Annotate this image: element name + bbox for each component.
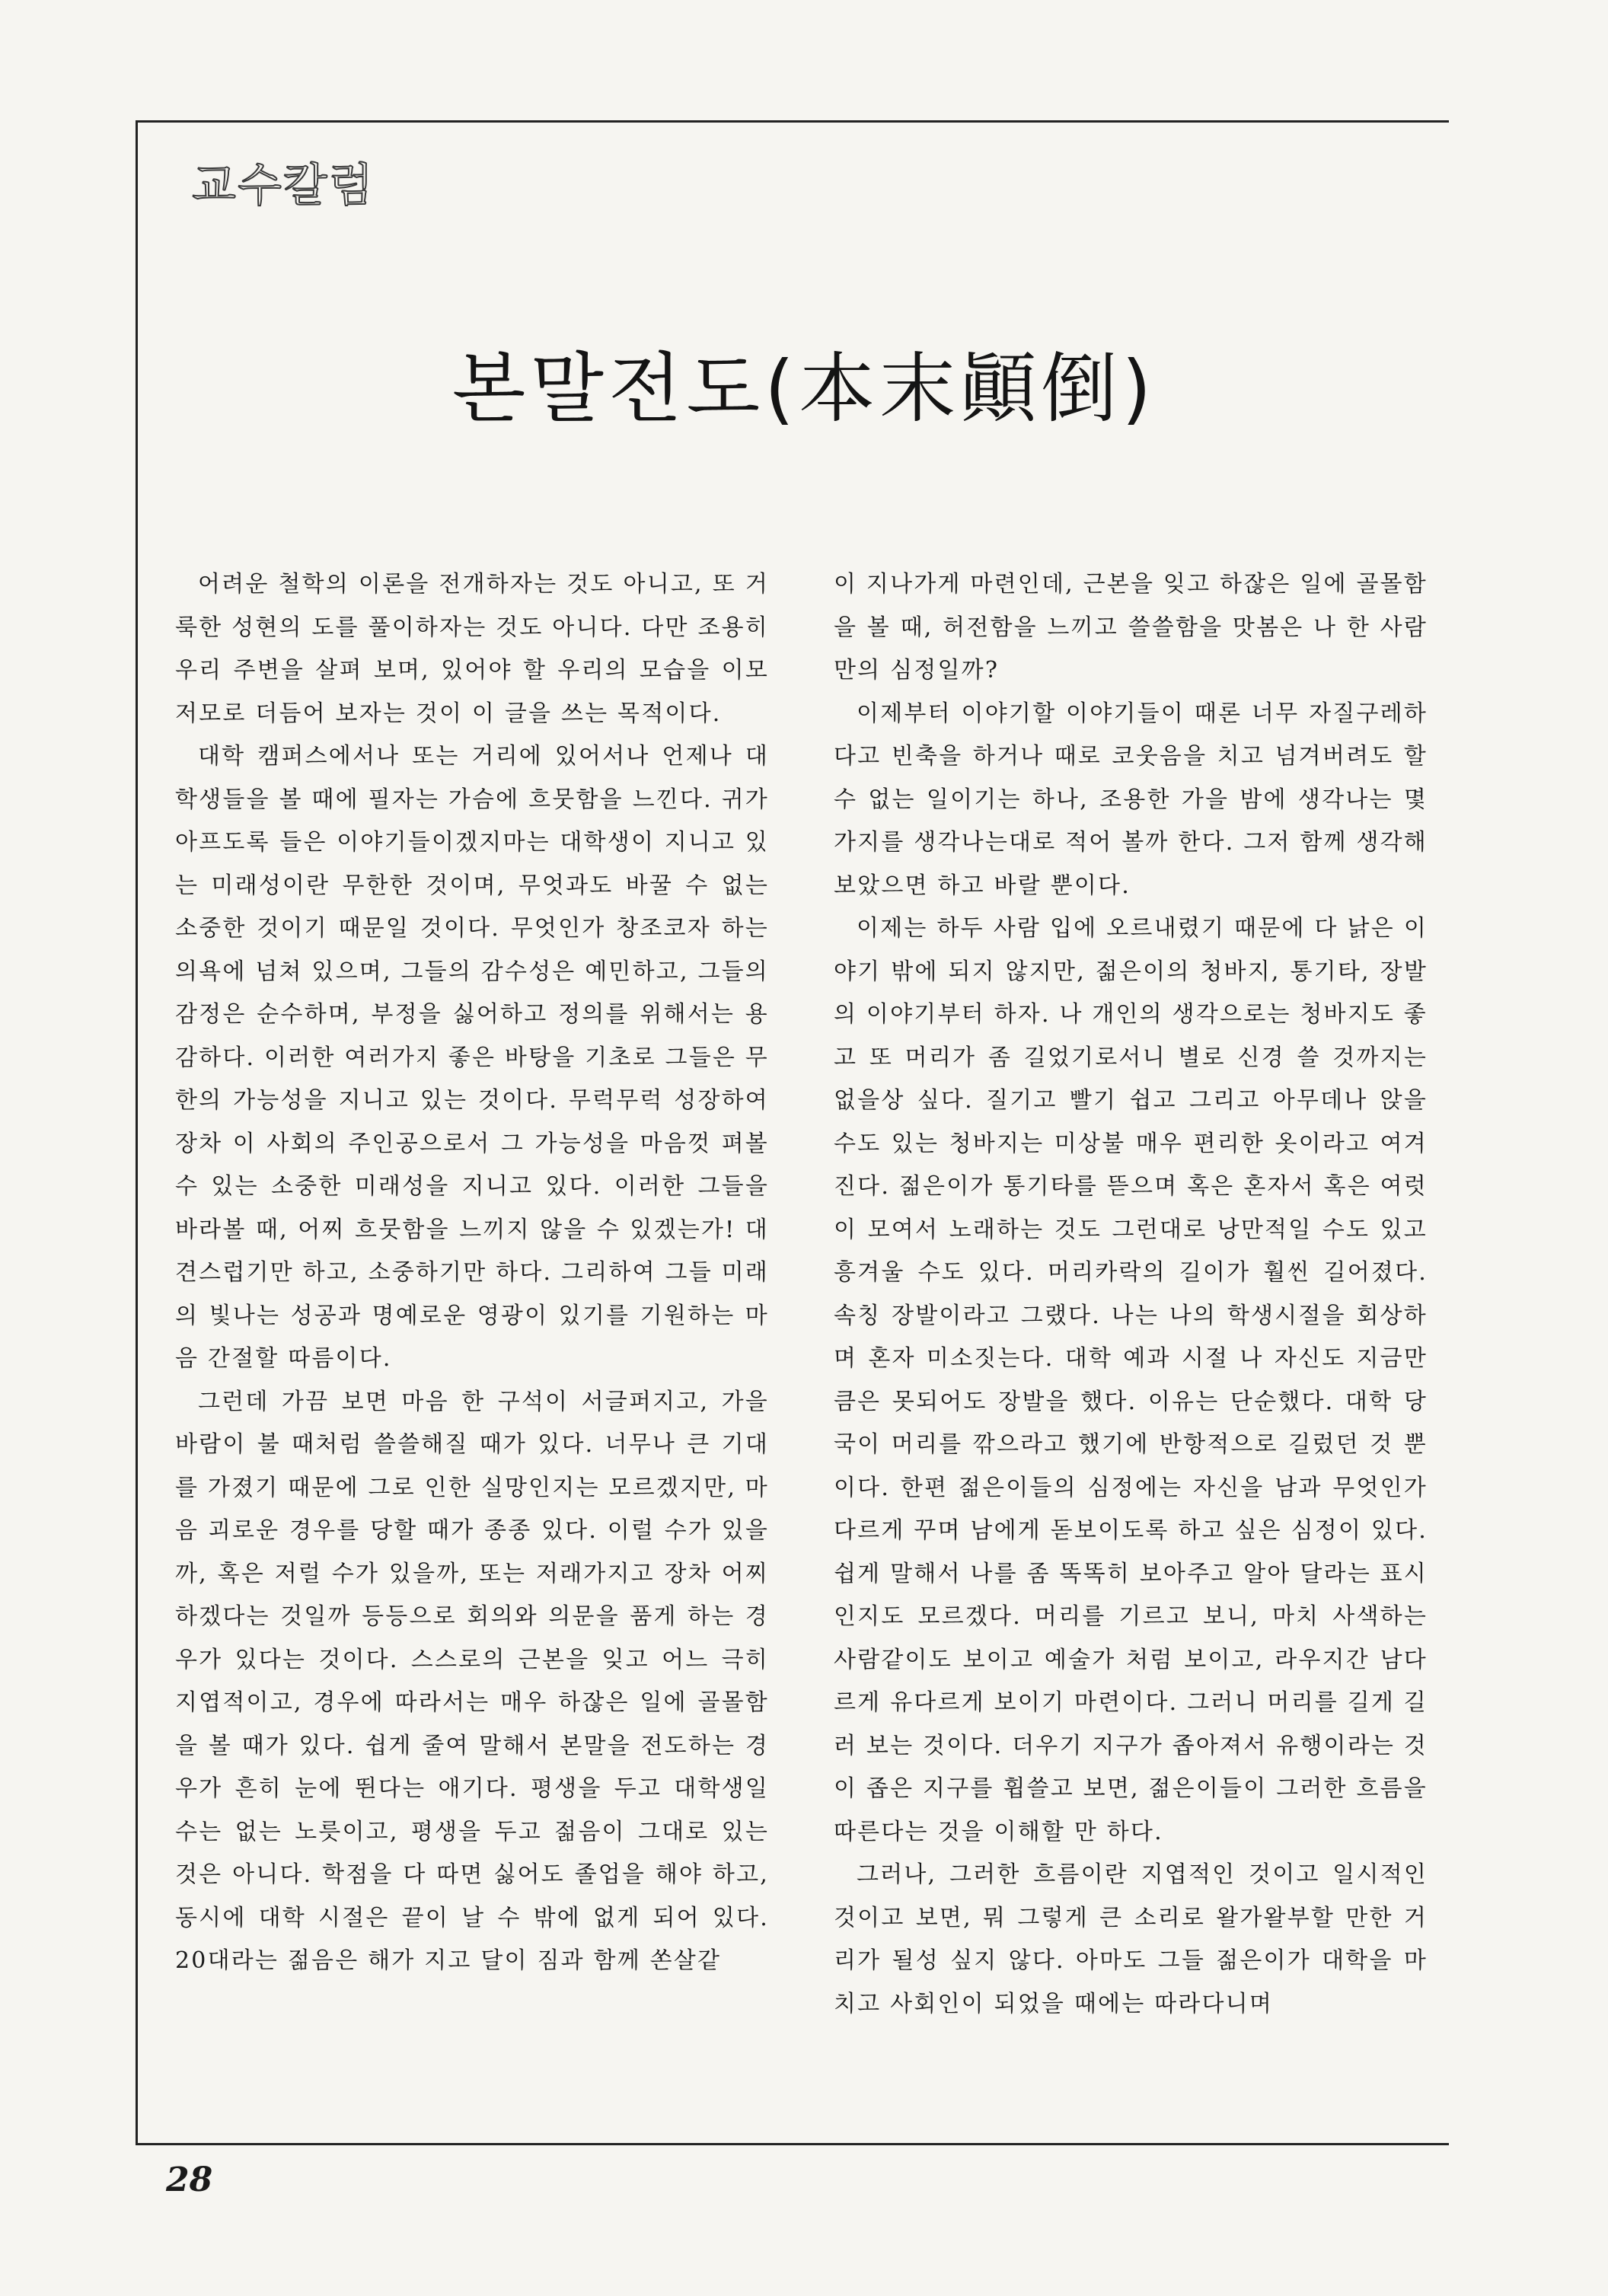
paragraph: 대학 캠퍼스에서나 또는 거리에 있어서나 언제나 대학생들을 볼 때에 필자는 가슴에 흐뭇함을 느낀다. 귀가 아프도록 들은 이야기들이겠지마는 대학생이 지니고 있는 미래성이란 무한한 것이며, 무엇과도 바꿀 수 없는 소중한 것이기 때문일 것이다. 무엇인가 창조코자 하는 의욕에 넘쳐 있으며, 그들의 감수성은 예민하고, 그들의 감정은 순수하며, 부정을 싫어하고 정의를 위해서는 용감하다. 이러한 여러가지 좋은 바탕을 기초로 그들은 무한의 가능성을 지니고 있는 것이다. 무럭무럭 성장하여 장차 이 사회의 주인공으로서 그 가능성을 마음껏 펴볼 수 있는 소중한 미래성을 지니고 있다. 이러한 그들을 바라볼 때, 어찌 흐뭇함을 느끼지 않을 수 있겠는가! 대견스럽기만 하고, 소중하기만 하다. 그리하여 그들 미래의 빛나는 성공과 명예로운 영광이 있기를 기원하는 마음 간절할 따름이다.: [175, 743, 769, 1372]
column-label: 교수칼럼: [192, 159, 375, 212]
page-number: 28: [166, 2160, 213, 2199]
paragraph: 그러나, 그러한 흐름이란 지엽적인 것이고 일시적인 것이고 보면, 뭐 그렇게 큰 소리로 왈가왈부할 만한 거리가 될성 싶지 않다. 아마도 그들 젊은이가 대학을 마치고 사회인이 되었을 때에는 따라다니며: [834, 1861, 1428, 2017]
paragraph: 이제부터 이야기할 이야기들이 때론 너무 자질구레하다고 빈축을 하거나 때로 코웃음을 치고 넘겨버려도 할 수 없는 일이기는 하나, 조용한 가을 밤에 생각나는 몇가지를 생각나는대로 적어 볼까 한다. 그저 함께 생각해 보았으면 하고 바랄 뿐이다.: [834, 700, 1428, 899]
right-column: [834, 563, 1428, 2109]
left-column: [175, 563, 769, 2109]
article-title: 본말전도(本末顚倒): [451, 344, 1157, 433]
paragraph: 이제는 하두 사람 입에 오르내렸기 때문에 다 낡은 이야기 밖에 되지 않지만, 젊은이의 청바지, 통기타, 장발의 이야기부터 하자. 나 개인의 생각으로는 청바지도 좋고 또 머리가 좀 길었기로서니 별로 신경 쓸 것까지는 없을상 싶다. 질기고 빨기 쉽고 그리고 아무데나 앉을 수도 있는 청바지는 미상불 매우 편리한 옷이라고 여겨진다. 젊은이가 통기타를 뜯으며 혹은 혼자서 혹은 여럿이 모여서 노래하는 것도 그런대로 낭만적일 수도 있고 흥겨울 수도 있다. 머리카락의 길이가 훨씬 길어졌다. 속칭 장발이라고 그랬다. 나는 나의 학생시절을 회상하며 혼자 미소짓는다. 대학 예과 시절 나 자신도 지금만큼은 못되어도 장발을 했다. 이유는 단순했다. 대학 당국이 머리를 깎으라고 했기에 반항적으로 길렀던 것 뿐이다. 한편 젊은이들의 심정에는 자신을 남과 무엇인가 다르게 꾸며 남에게 돋보이도록 하고 싶은 심정이 있다. 쉽게 말해서 나를 좀 똑똑히 보아주고 알아 달라는 표시인지도 모르겠다. 머리를 기르고 보니, 마치 사색하는 사람같이도 보이고 예술가 처럼 보이고, 라우지간 남다르게 유다르게 보이기 마련이다. 그러니 머리를 길게 길러 보는 것이다. 더우기 지구가 좁아져서 유행이라는 것이 좁은 지구를 휩쓸고 보면, 젊은이들이 그러한 흐름을 따른다는 것을 이해할 만 하다.: [834, 915, 1428, 1845]
paragraph: 이 지나가게 마련인데, 근본을 잊고 하잖은 일에 골몰함을 볼 때, 허전함을 느끼고 쓸쓸함을 맛봄은 나 한 사람만의 심정일까?: [834, 571, 1428, 684]
paragraph: 어려운 철학의 이론을 전개하자는 것도 아니고, 또 거룩한 성현의 도를 풀이하자는 것도 아니다. 다만 조용히 우리 주변을 살펴 보며, 있어야 할 우리의 모습을 이모 저모로 더듬어 보자는 것이 이 글을 쓰는 목적이다.: [175, 571, 769, 727]
paragraph: 그런데 가끔 보면 마음 한 구석이 서글퍼지고, 가을 바람이 불 때처럼 쓸쓸해질 때가 있다. 너무나 큰 기대를 가졌기 때문에 그로 인한 실망인지는 모르겠지만, 마음 괴로운 경우를 당할 때가 종종 있다. 이럴 수가 있을까, 혹은 저럴 수가 있을까, 또는 저래가지고 장차 어찌 하겠다는 것일까 등등으로 회의와 의문을 품게 하는 경우가 있다는 것이다. 스스로의 근본을 잊고 어느 극히 지엽적이고, 경우에 따라서는 매우 하잖은 일에 골몰함을 볼 때가 있다. 쉽게 줄여 말해서 본말을 전도하는 경우가 흔히 눈에 뛴다는 애기다. 평생을 두고 대학생일 수는 없는 노릇이고, 평생을 두고 젊음이 그대로 있는 것은 아니다. 학점을 다 따면 싫어도 졸업을 해야 하고, 동시에 대학 시절은 끝이 날 수 밖에 없게 되어 있다. 20대라는 젊음은 해가 지고 달이 짐과 함께 쏜살같: [175, 1388, 769, 1974]
